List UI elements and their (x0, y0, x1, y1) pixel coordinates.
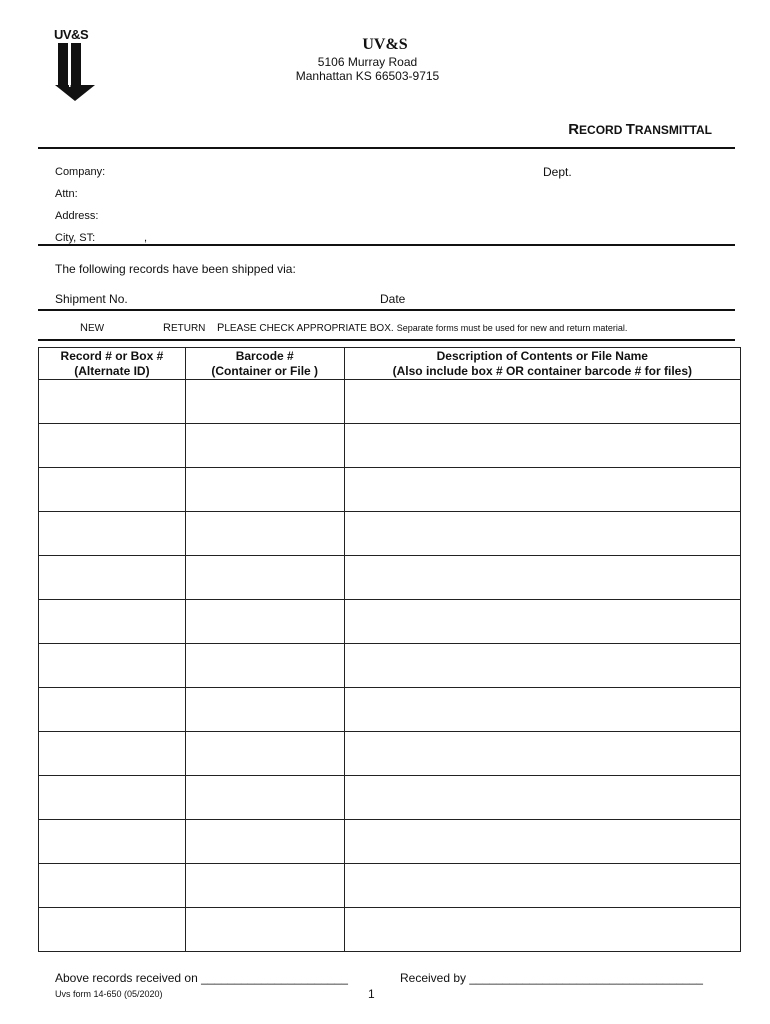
description-cell[interactable] (344, 424, 740, 468)
table-row (39, 776, 741, 820)
description-cell[interactable] (344, 600, 740, 644)
table-row (39, 556, 741, 600)
table-row (39, 644, 741, 688)
record-cell[interactable] (39, 908, 186, 952)
record-cell[interactable] (39, 468, 186, 512)
title-divider (38, 147, 735, 149)
barcode-cell[interactable] (185, 424, 344, 468)
company-label: Company: (55, 166, 106, 178)
received-by-field[interactable]: Received by ___________________________________ (400, 971, 703, 985)
shipment-no-label: Shipment No. (55, 292, 128, 306)
options-divider (38, 339, 735, 341)
description-cell[interactable] (344, 644, 740, 688)
description-cell[interactable] (344, 864, 740, 908)
table-row (39, 688, 741, 732)
company-name: UV&S (362, 36, 408, 53)
table-row (39, 732, 741, 776)
barcode-cell[interactable] (185, 688, 344, 732)
barcode-cell[interactable] (185, 512, 344, 556)
city-comma: , (144, 232, 148, 244)
record-cell[interactable] (39, 380, 186, 424)
barcode-column-header: Barcode # (Container or File ) (185, 348, 344, 380)
table-row (39, 424, 741, 468)
description-cell[interactable] (344, 688, 740, 732)
description-cell[interactable] (344, 732, 740, 776)
barcode-cell[interactable] (185, 864, 344, 908)
address-line-1: 5106 Murray Road (317, 55, 418, 69)
table-row (39, 600, 741, 644)
record-cell[interactable] (39, 820, 186, 864)
record-cell[interactable] (39, 776, 186, 820)
description-cell[interactable] (344, 468, 740, 512)
page-number: 1 (368, 987, 375, 1001)
attn-label: Attn: (55, 188, 78, 200)
record-cell[interactable] (39, 424, 186, 468)
dept-label: Dept. (543, 165, 572, 179)
check-box-instructions: PLEASE CHECK APPROPRIATE BOX. Separate forms must be used for new and return material. (217, 322, 628, 334)
barcode-cell[interactable] (185, 908, 344, 952)
shipped-via-label: The following records have been shipped via: (55, 262, 296, 276)
records-table (38, 347, 741, 952)
table-row (39, 820, 741, 864)
table-row (39, 512, 741, 556)
table-header-row (39, 348, 741, 380)
shipment-divider (38, 309, 735, 311)
barcode-cell[interactable] (185, 380, 344, 424)
return-option[interactable]: RETURN (163, 322, 206, 334)
table-row (39, 908, 741, 952)
barcode-cell[interactable] (185, 776, 344, 820)
table-row (39, 380, 741, 424)
date-label: Date (380, 292, 406, 306)
barcode-cell[interactable] (185, 732, 344, 776)
description-cell[interactable] (344, 556, 740, 600)
record-cell[interactable] (39, 556, 186, 600)
address-divider (38, 244, 735, 246)
form-id: Uvs form 14-650 (05/2020) (55, 989, 163, 999)
description-cell[interactable] (344, 512, 740, 556)
table-row (39, 468, 741, 512)
record-cell[interactable] (39, 732, 186, 776)
barcode-cell[interactable] (185, 644, 344, 688)
description-cell[interactable] (344, 380, 740, 424)
record-cell[interactable] (39, 688, 186, 732)
address-line-2: Manhattan KS 66503-9715 (295, 69, 440, 83)
description-cell[interactable] (344, 820, 740, 864)
description-cell[interactable] (344, 776, 740, 820)
description-cell[interactable] (344, 908, 740, 952)
description-column-header: Description of Contents or File Name (Also include box # OR container barcode # for files) (344, 348, 740, 380)
record-box-column-header: Record # or Box # (Alternate ID) (39, 348, 186, 380)
barcode-cell[interactable] (185, 820, 344, 864)
city-st-label: City, ST: (55, 232, 96, 244)
form-title: RECORD TRANSMITTAL (568, 121, 712, 138)
logo-text: UV&S (54, 27, 89, 42)
barcode-cell[interactable] (185, 468, 344, 512)
table-row (39, 864, 741, 908)
record-cell[interactable] (39, 600, 186, 644)
received-on-field[interactable]: Above records received on ______________________ (55, 971, 348, 985)
barcode-cell[interactable] (185, 600, 344, 644)
new-option[interactable]: NEW (80, 322, 105, 334)
barcode-cell[interactable] (185, 556, 344, 600)
record-cell[interactable] (39, 644, 186, 688)
record-cell[interactable] (39, 512, 186, 556)
address-label: Address: (55, 210, 99, 222)
record-cell[interactable] (39, 864, 186, 908)
